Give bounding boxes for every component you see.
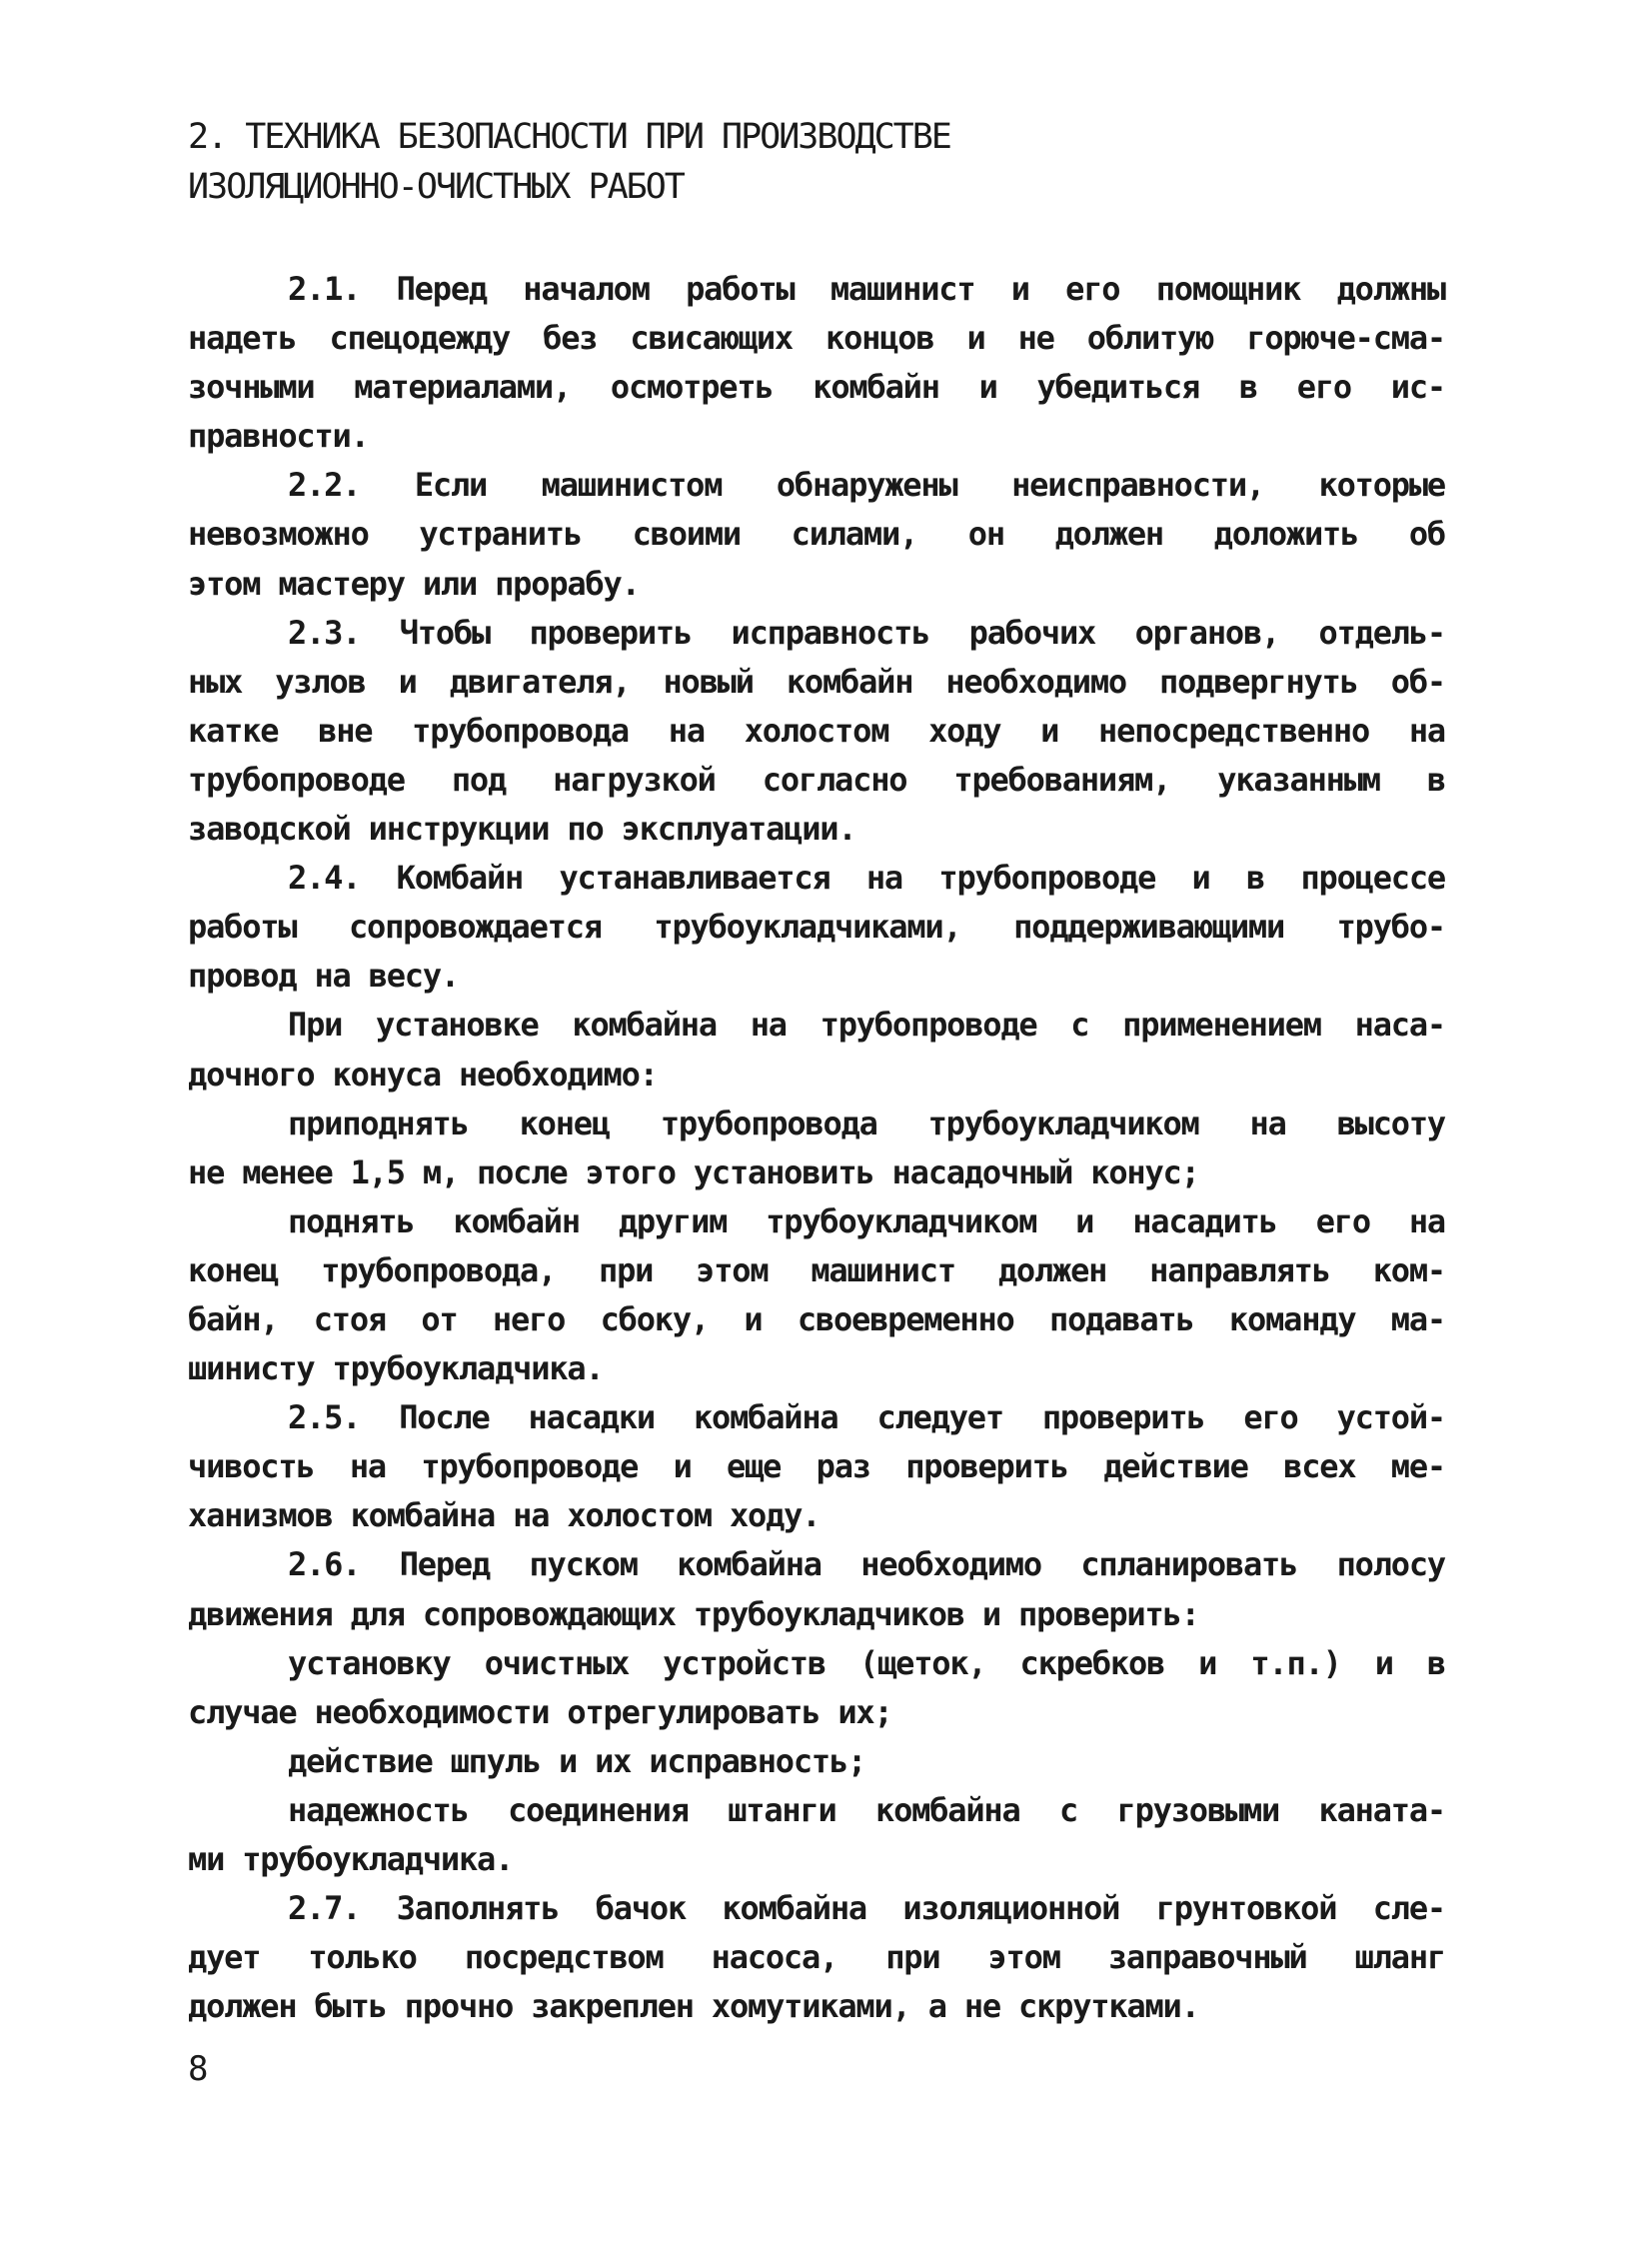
- text-line: провод на весу.: [188, 957, 459, 996]
- text-line: действие шпуль и их исправность;: [288, 1741, 866, 1780]
- text-line: 2.7. Заполнять бачок комбайна изоляционной грунтовкой сле-: [288, 1889, 1445, 1928]
- text-line: трубопроводе под нагрузкой согласно требованиям, указанным в: [188, 760, 1445, 799]
- text-line: дует только посредством насоса, при этом заправочный шланг: [188, 1938, 1445, 1977]
- text-line: надежность соединения штанги комбайна с грузовыми каната-: [288, 1790, 1445, 1829]
- text-line: 2.6. Перед пуском комбайна необходимо спланировать полосу: [288, 1545, 1445, 1584]
- text-line: правности.: [188, 417, 369, 456]
- text-line: поднять комбайн другим трубоукладчиком и насадить его на: [288, 1201, 1445, 1240]
- text-line: 2.2. Если машинистом обнаружены неисправности, которые: [288, 466, 1445, 505]
- text-line: 2.3. Чтобы проверить исправность рабочих органов, отдель-: [288, 613, 1445, 652]
- text-line: ханизмов комбайна на холостом ходу.: [188, 1496, 821, 1535]
- text-line: не менее 1,5 м, после этого установить насадочный конус;: [188, 1152, 1199, 1191]
- text-line: этом мастеру или прорабу.: [188, 564, 640, 603]
- text-line: катке вне трубопровода на холостом ходу и непосредственно на: [188, 711, 1445, 750]
- text-line: ных узлов и двигателя, новый комбайн необходимо подвергнуть об-: [188, 662, 1445, 701]
- text-line: случае необходимости отрегулировать их;: [188, 1692, 892, 1731]
- text-line: ми трубоукладчика.: [188, 1840, 514, 1878]
- text-line: работы сопровождается трубоукладчиками, поддерживающими трубо-: [188, 908, 1445, 947]
- text-line: надеть спецодежду без свисающих концов и не облитую горюче-сма-: [188, 319, 1445, 358]
- text-line: невозможно устранить своими силами, он должен доложить об: [188, 515, 1445, 554]
- text-line: заводской инструкции по эксплуатации.: [188, 810, 856, 849]
- text-line: 2.4. Комбайн устанавливается на трубопроводе и в процессе: [288, 859, 1445, 898]
- section-heading-line-2: ИЗОЛЯЦИОННО-ОЧИСТНЫХ РАБОТ: [188, 167, 684, 207]
- text-line: установку очистных устройств (щеток, скребков и т.п.) и в: [288, 1643, 1445, 1682]
- text-line: дочного конуса необходимо:: [188, 1055, 658, 1094]
- text-line: движения для сопровождающих трубоукладчиков и проверить:: [188, 1594, 1199, 1633]
- body-text: [188, 265, 1445, 2031]
- text-line: байн, стоя от него сбоку, и своевременно подавать команду ма-: [188, 1299, 1445, 1338]
- text-line: При установке комбайна на трубопроводе с применением наса-: [288, 1006, 1445, 1045]
- text-line: конец трубопровода, при этом машинист должен направлять ком-: [188, 1250, 1445, 1289]
- page-number: 8: [188, 2049, 209, 2089]
- section-heading-line-1: 2. ТЕХНИКА БЕЗОПАСНОСТИ ПРИ ПРОИЗВОДСТВЕ: [188, 117, 950, 157]
- text-line: шинисту трубоукладчика.: [188, 1349, 604, 1388]
- text-line: чивость на трубопроводе и еще раз проверить действие всех ме-: [188, 1447, 1445, 1486]
- text-line: должен быть прочно закреплен хомутиками, а не скрутками.: [188, 1987, 1199, 2026]
- text-line: 2.1. Перед началом работы машинист и его помощник должны: [288, 270, 1445, 308]
- text-line: приподнять конец трубопровода трубоукладчиком на высоту: [288, 1104, 1445, 1142]
- text-line: зочными материалами, осмотреть комбайн и убедиться в его ис-: [188, 368, 1445, 407]
- section-heading: [188, 112, 1487, 212]
- text-line: 2.5. После насадки комбайна следует проверить его устой-: [288, 1398, 1445, 1437]
